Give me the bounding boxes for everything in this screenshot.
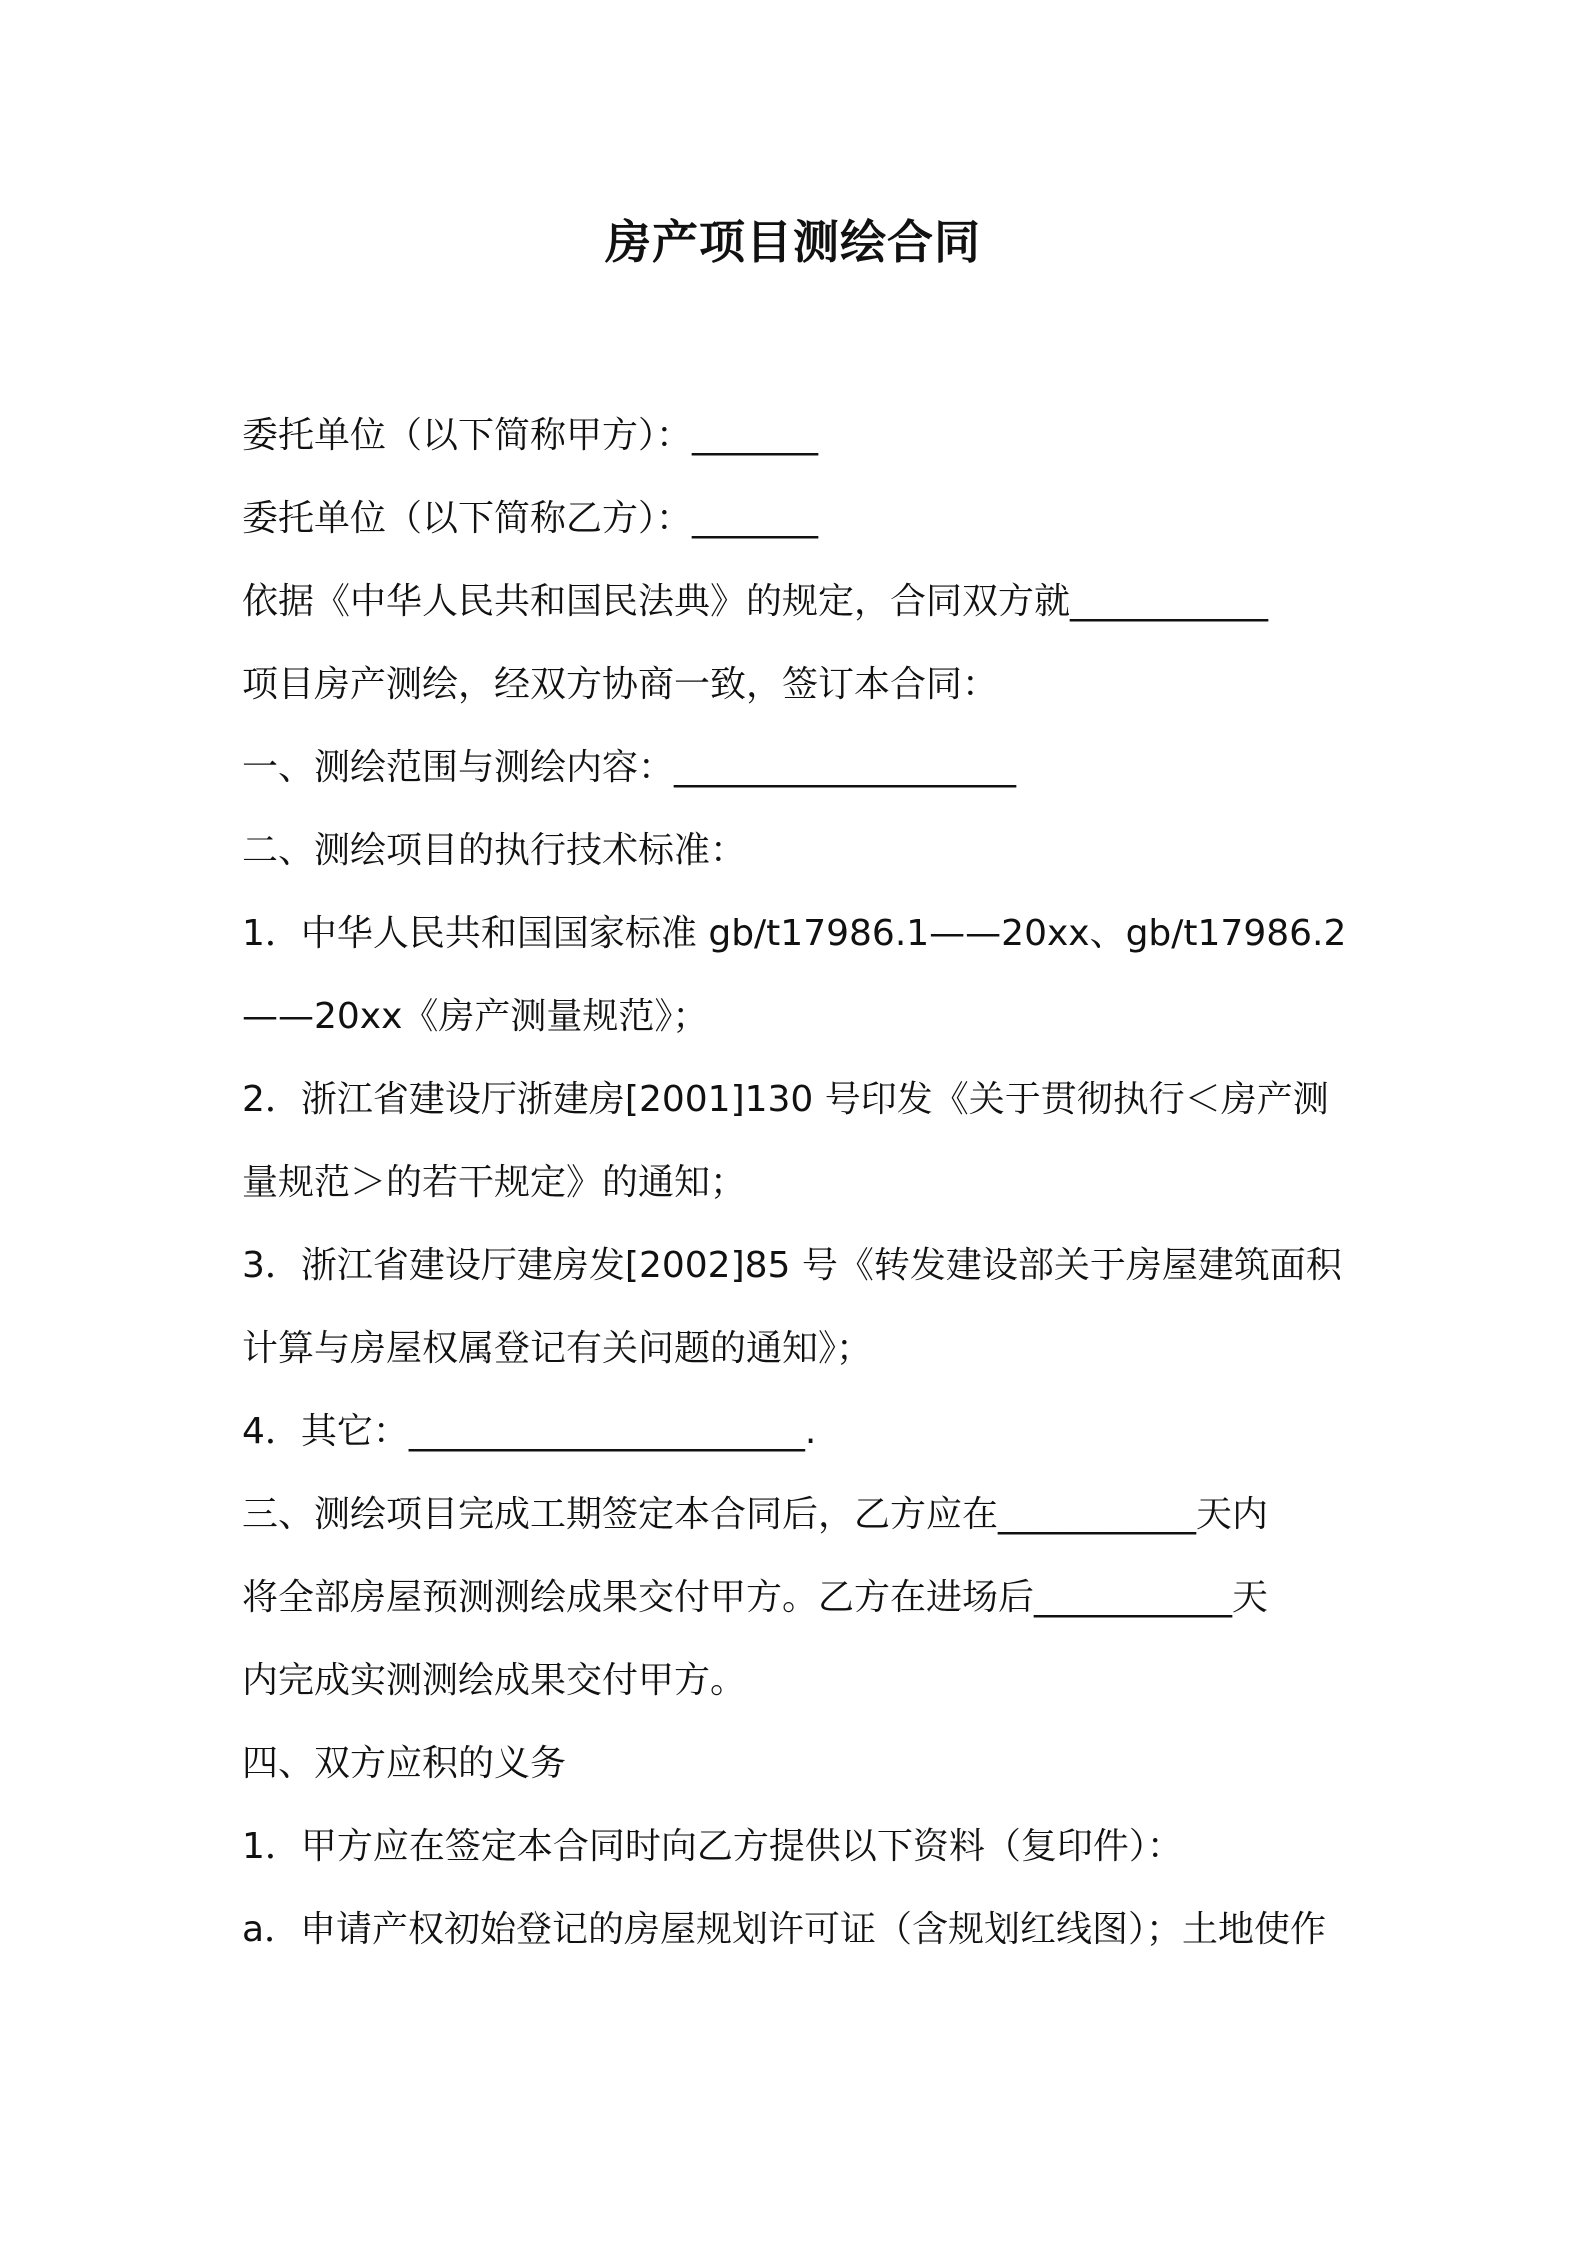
- document-body: [242, 408, 1362, 1985]
- standard-item-2-continued: 量规范＞的若干规定》的通知；: [242, 1162, 747, 1203]
- section-3-schedule: 三、测绘项目完成工期签定本合同后，乙方应在___________天内: [242, 1494, 1269, 1535]
- standard-item-4: 4．其它：______________________.: [242, 1411, 817, 1452]
- standard-item-2: 2．浙江省建设厅浙建房[2001]130 号印发《关于贯彻执行＜房产测: [242, 1079, 1329, 1120]
- standard-item-3-continued: 计算与房屋权属登记有关问题的通知》；: [242, 1328, 873, 1369]
- document-title: 房产项目测绘合同: [605, 215, 981, 269]
- section-3-schedule-end: 内完成实测测绘成果交付甲方。: [242, 1660, 747, 1701]
- standard-item-3: 3．浙江省建设厅建房发[2002]85 号《转发建设部关于房屋建筑面积: [242, 1245, 1342, 1286]
- section-4-heading: 四、双方应积的义务: [242, 1743, 567, 1784]
- basis-line: 依据《中华人民共和国民法典》的规定，合同双方就___________: [242, 581, 1269, 622]
- obligation-item-a: a．申请产权初始登记的房屋规划许可证（含规划红线图）；土地使作: [242, 1909, 1327, 1950]
- section-2-heading: 二、测绘项目的执行技术标准：: [242, 830, 747, 871]
- standard-item-1-continued: ——20xx《房产测量规范》；: [242, 996, 709, 1037]
- section-3-schedule-continued: 将全部房屋预测测绘成果交付甲方。乙方在进场后___________天: [242, 1577, 1269, 1618]
- section-1-scope: 一、测绘范围与测绘内容：___________________: [242, 747, 1017, 788]
- standard-item-1: 1．中华人民共和国国家标准 gb/t17986.1——20xx、gb/t17986.2: [242, 913, 1347, 954]
- obligation-item-1: 1．甲方应在签定本合同时向乙方提供以下资料（复印件）：: [242, 1826, 1183, 1867]
- party-b-line: 委托单位（以下简称乙方）：_______: [242, 498, 819, 539]
- basis-line-continued: 项目房产测绘，经双方协商一致，签订本合同：: [242, 664, 999, 705]
- party-a-line: 委托单位（以下简称甲方）：_______: [242, 415, 819, 456]
